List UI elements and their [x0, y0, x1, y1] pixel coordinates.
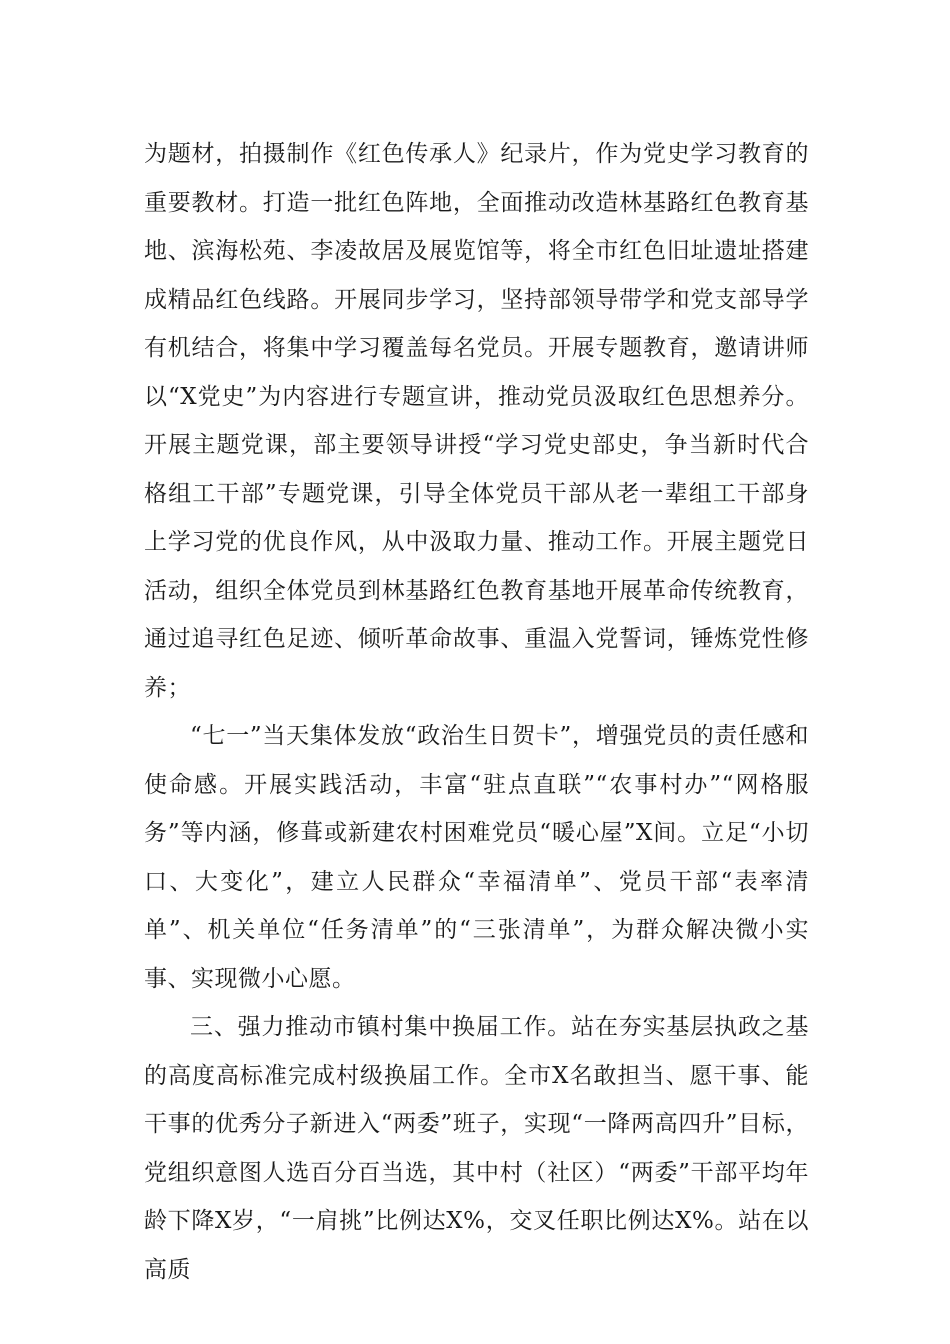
paragraph-section-three: 三、强力推动市镇村集中换届工作。站在夯实基层执政之基的高度高标准完成村级换届工作。全市X名敢担当、愿干事、能干事的优秀分子新进入“两委”班子，实现“一降两高四升”目标，党组织意图人选百分百当选，其中村（社区）“两委”干部平均年龄下降X岁，“一肩挑”比例达X%，交叉任职比例达X%。站在以高质 [144, 1014, 809, 1283]
paragraph-qiyi: “七一”当天集体发放“政治生日贺卡”，增强党员的责任感和使命感。开展实践活动，丰富“驻点直联”“农事村办”“网格服务”等内涵，修葺或新建农村困难党员“暖心屋”X间。立足“小切口、大变化”，建立人民群众“幸福清单”、党员干部“表率清单”、机关单位“任务清单”的“三张清单”，为群众解决微小实事、实现微小心愿。 [144, 723, 809, 992]
paragraph-continuation: 为题材，拍摄制作《红色传承人》纪录片，作为党史学习教育的重要教材。打造一批红色阵地，全面推动改造林基路红色教育基地、滨海松苑、李凌故居及展览馆等，将全市红色旧址遗址搭建成精品红色线路。开展同步学习，坚持部领导带学和党支部导学有机结合，将集中学习覆盖每名党员。开展专题教育，邀请讲师以“X党史”为内容进行专题宣讲，推动党员汲取红色思想养分。开展主题党课，部主要领导讲授“学习党史部史，争当新时代合格组工干部”专题党课，引导全体党员干部从老一辈组工干部身上学习党的优良作风，从中汲取力量、推动工作。开展主题党日活动，组织全体党员到林基路红色教育基地开展革命传统教育，通过追寻红色足迹、倾听革命故事、重温入党誓词，锤炼党性修养； [144, 141, 809, 701]
document-body [144, 130, 809, 1294]
